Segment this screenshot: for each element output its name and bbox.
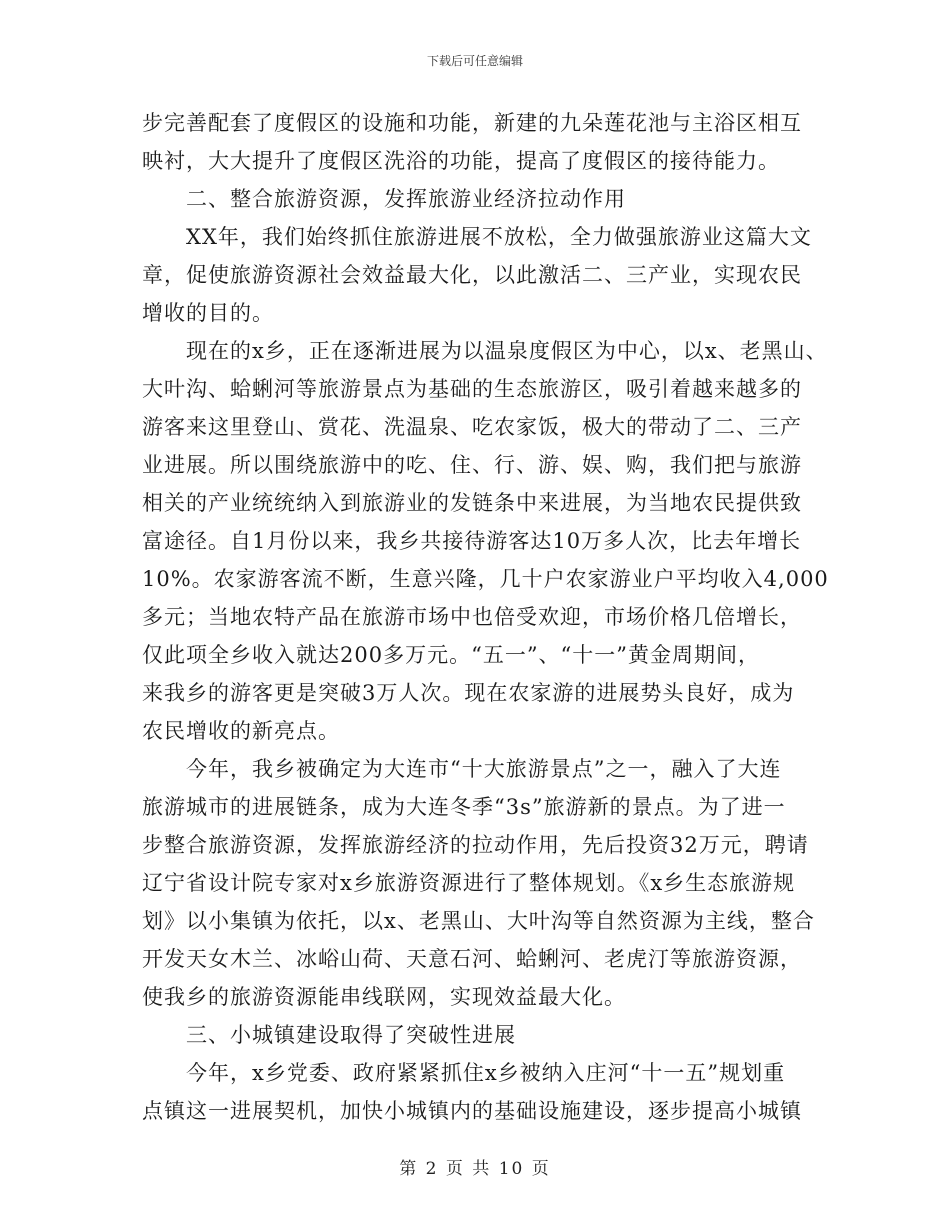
section-heading: 三、小城镇建设取得了突破性进展: [142, 1023, 516, 1047]
text-line: 业进展。所以围绕旅游中的吃、住、行、游、娱、购，我们把与旅游: [142, 453, 802, 477]
text-line: 现在的x乡，正在逐渐进展为以温泉度假区为中心，以x、老黑山、: [142, 339, 828, 363]
text-line: 划》以小集镇为依托，以x、老黑山、大叶沟等自然资源为主线，整合: [142, 909, 815, 933]
text-line: 来我乡的游客更是突破3万人次。现在农家游的进展势头良好，成为: [142, 681, 795, 705]
text-line: 农民增收的新亮点。: [142, 719, 340, 743]
text-line: 大叶沟、蛤蜊河等旅游景点为基础的生态旅游区，吸引着越来越多的: [142, 377, 802, 401]
page-header: 下载后可任意编辑: [426, 54, 523, 68]
text-line: 10%。农家游客流不断，生意兴隆，几十户农家游业户平均收入4,000: [142, 567, 829, 591]
text-line: 仅此项全乡收入就达200多万元。“五一”、“十一”黄金周期间，: [142, 643, 761, 667]
text-line: 映衬，大大提升了度假区洗浴的功能，提高了度假区的接待能力。: [142, 149, 780, 173]
text-line: 游客来这里登山、赏花、洗温泉、吃农家饭，极大的带动了二、三产: [142, 415, 802, 439]
text-line: 今年，x乡党委、政府紧紧抓住x乡被纳入庄河“十一五”规划重: [142, 1061, 786, 1085]
text-line: 多元；当地农特产品在旅游市场中也倍受欢迎，市场价格几倍增长，: [142, 605, 802, 629]
text-line: 相关的产业统统纳入到旅游业的发链条中来进展，为当地农民提供致: [142, 491, 802, 515]
document-body: [142, 104, 829, 1130]
text-line: 章，促使旅游资源社会效益最大化，以此激活二、三产业，实现农民: [142, 263, 802, 287]
text-line: 使我乡的旅游资源能串线联网，实现效益最大化。: [142, 985, 626, 1009]
text-line: 辽宁省设计院专家对x乡旅游资源进行了整体规划。《x乡生态旅游规: [142, 871, 796, 895]
section-heading: 二、整合旅游资源，发挥旅游业经济拉动作用: [142, 187, 626, 211]
page-number-footer: 第 2 页 共 10 页: [399, 1159, 551, 1179]
text-line: 步整合旅游资源，发挥旅游经济的拉动作用，先后投资32万元，聘请: [142, 833, 809, 857]
text-line: 开发天女木兰、冰峪山荷、天意石河、蛤蜊河、老虎汀等旅游资源，: [142, 947, 802, 971]
text-line: 富途径。自1月份以来，我乡共接待游客达10万多人次，比去年增长: [142, 529, 802, 553]
text-line: XX年，我们始终抓住旅游进展不放松，全力做强旅游业这篇大文: [142, 225, 812, 249]
text-line: 步完善配套了度假区的设施和功能，新建的九朵莲花池与主浴区相互: [142, 111, 802, 135]
text-line: 旅游城市的进展链条，成为大连冬季“3s”旅游新的景点。为了进一: [142, 795, 786, 819]
text-line: 点镇这一进展契机，加快小城镇内的基础设施建设，逐步提高小城镇: [142, 1099, 802, 1123]
text-line: 增收的目的。: [142, 301, 274, 325]
text-line: 今年，我乡被确定为大连市“十大旅游景点”之一，融入了大连: [142, 757, 782, 781]
